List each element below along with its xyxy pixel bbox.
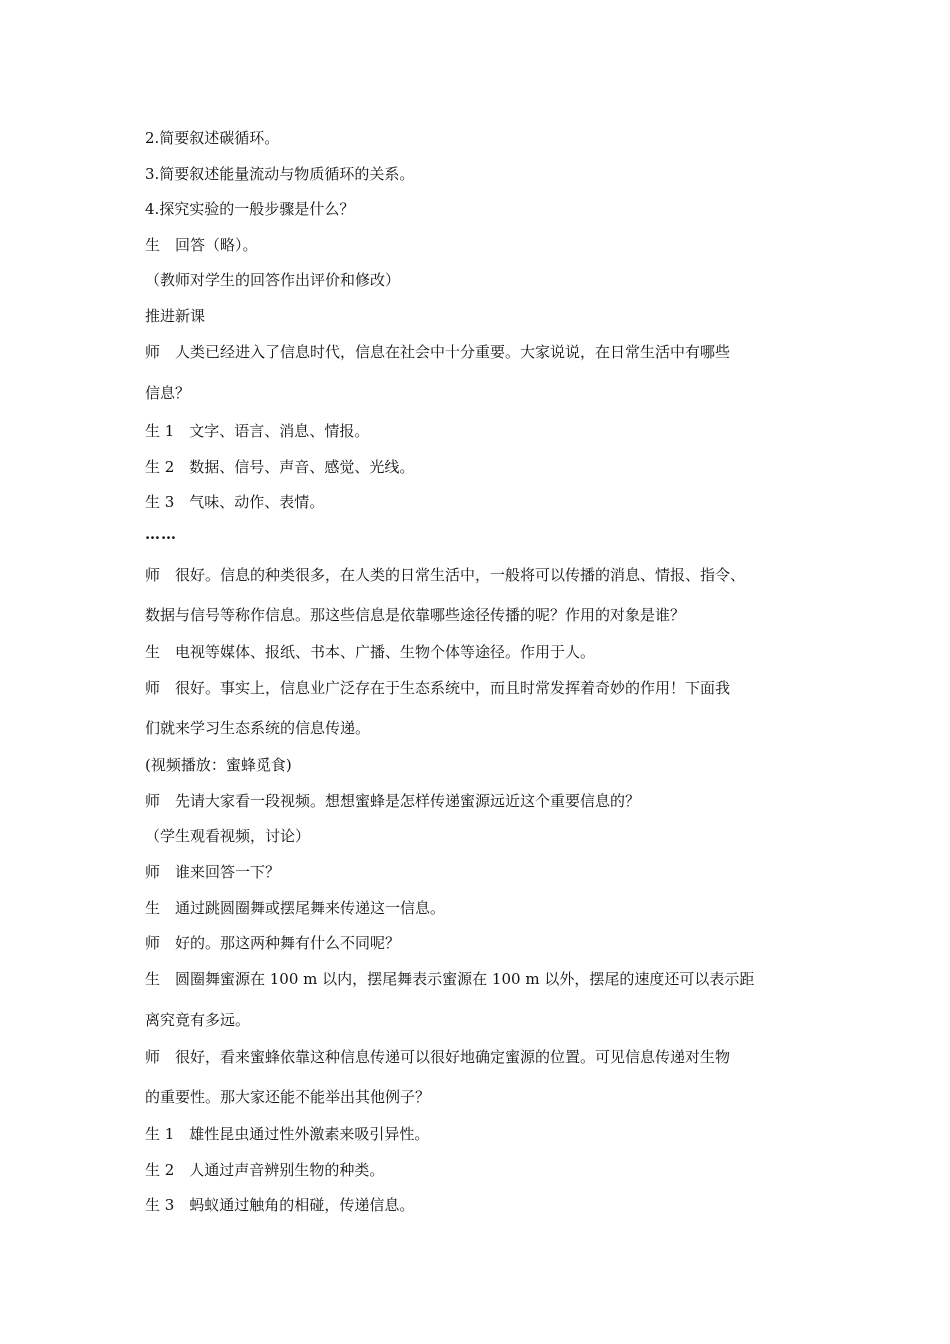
text-line: 2.简要叙述碳循环。 <box>145 129 280 147</box>
text-line: 师 人类已经进入了信息时代，信息在社会中十分重要。大家说说，在日常生活中有哪些 <box>145 343 731 361</box>
text-line: 的重要性。那大家还能不能举出其他例子？ <box>145 1088 431 1106</box>
text-line: 生 1 文字、语言、消息、情报。 <box>145 422 370 440</box>
text-line: 3.简要叙述能量流动与物质循环的关系。 <box>145 165 415 183</box>
text-line: 信息？ <box>145 384 191 402</box>
text-line: (视频播放：蜜蜂觅食) <box>145 756 292 774</box>
text-line: 4.探究实验的一般步骤是什么？ <box>145 200 355 218</box>
text-line: （教师对学生的回答作出评价和修改） <box>145 271 401 289</box>
text-line: 数据与信号等称作信息。那这些信息是依靠哪些途径传播的呢？作用的对象是谁？ <box>145 606 686 624</box>
text-line: 生 回答（略）。 <box>145 236 258 254</box>
ellipsis: …… <box>145 525 177 543</box>
text-line: 师 好的。那这两种舞有什么不同呢？ <box>145 934 401 952</box>
text-line: 生 通过跳圆圈舞或摆尾舞来传递这一信息。 <box>145 899 446 917</box>
section-heading: 推进新课 <box>145 307 206 325</box>
text-line: 离究竟有多远。 <box>145 1011 251 1029</box>
text-line: 生 电视等媒体、报纸、书本、广播、生物个体等途径。作用于人。 <box>145 643 596 661</box>
text-line: 生 圆圈舞蜜源在 100 m 以内，摆尾舞表示蜜源在 100 m 以外，摆尾的速度还可以表示距 <box>145 970 755 988</box>
text-line: 们就来学习生态系统的信息传递。 <box>145 719 371 737</box>
text-line: 师 很好。信息的种类很多，在人类的日常生活中，一般将可以传播的消息、情报、指令、 <box>145 566 746 584</box>
text-line: 师 很好，看来蜜蜂依靠这种信息传递可以很好地确定蜜源的位置。可见信息传递对生物 <box>145 1048 731 1066</box>
text-line: 师 先请大家看一段视频。想想蜜蜂是怎样传递蜜源远近这个重要信息的？ <box>145 792 641 810</box>
text-line: 生 3 气味、动作、表情。 <box>145 493 325 511</box>
text-line: 生 2 人通过声音辨别生物的种类。 <box>145 1161 385 1179</box>
text-line: （学生观看视频，讨论） <box>145 827 311 845</box>
text-line: 生 3 蚂蚁通过触角的相碰，传递信息。 <box>145 1196 415 1214</box>
text-line: 生 1 雄性昆虫通过性外激素来吸引异性。 <box>145 1125 430 1143</box>
text-line: 师 很好。事实上，信息业广泛存在于生态系统中，而且时常发挥着奇妙的作用！下面我 <box>145 679 731 697</box>
text-line: 师 谁来回答一下？ <box>145 863 281 881</box>
text-line: 生 2 数据、信号、声音、感觉、光线。 <box>145 458 415 476</box>
